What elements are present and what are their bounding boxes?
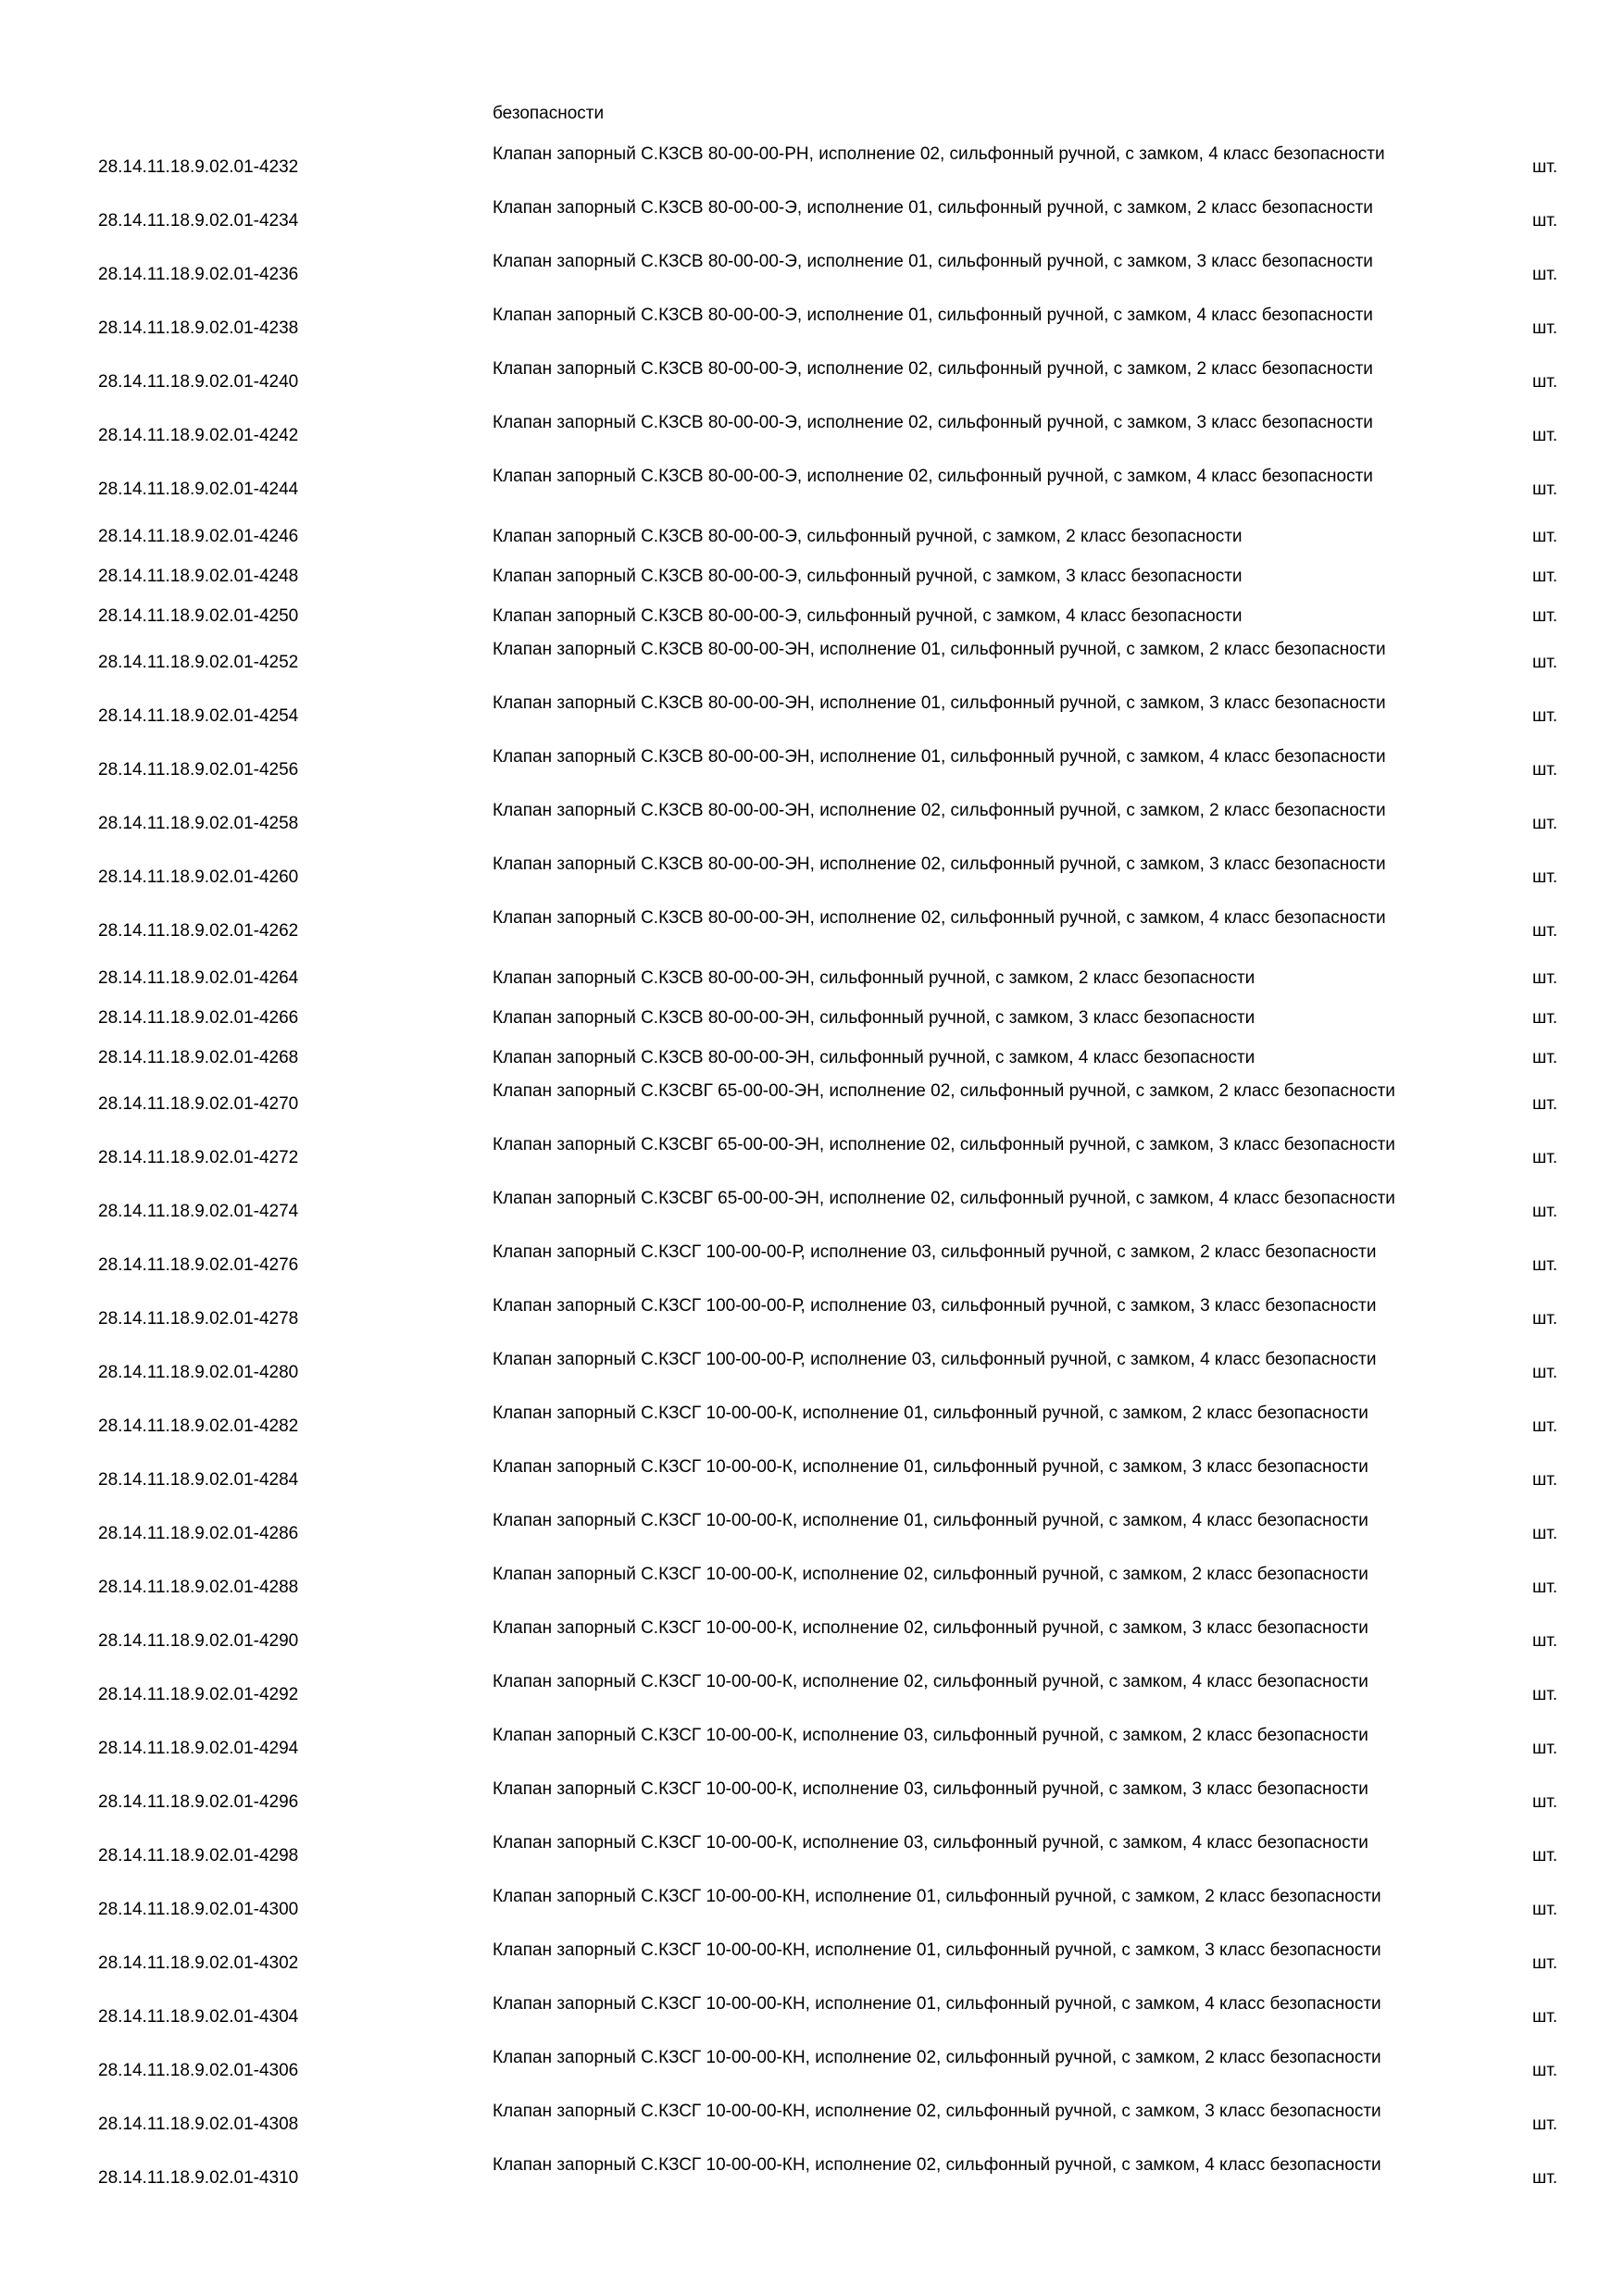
table-row [0, 1561, 1624, 1615]
row-unit: шт. [1532, 372, 1558, 392]
row-unit: шт. [1532, 1416, 1558, 1436]
table-row [0, 556, 1624, 596]
row-code: 28.14.11.18.9.02.01-4254 [98, 706, 299, 726]
row-code: 28.14.11.18.9.02.01-4270 [98, 1094, 299, 1114]
row-code: 28.14.11.18.9.02.01-4286 [98, 1524, 299, 1543]
row-code: 28.14.11.18.9.02.01-4250 [98, 606, 299, 626]
row-unit: шт. [1532, 1255, 1558, 1275]
row-name: Клапан запорный С.КЗСГ 100-00-00-Р, исполнение 03, сильфонный ручной, с замком, 3 класс безопасности [493, 1296, 1377, 1316]
row-unit: шт. [1532, 653, 1558, 672]
row-name: Клапан запорный С.КЗСВГ 65-00-00-ЭН, исполнение 02, сильфонный ручной, с замком, 4 класс безопасности [493, 1189, 1395, 1208]
row-unit: шт. [1532, 1202, 1558, 1221]
table-row [0, 690, 1624, 743]
row-code: 28.14.11.18.9.02.01-4296 [98, 1792, 299, 1812]
row-name: Клапан запорный С.КЗСВ 80-00-00-ЭН, исполнение 01, сильфонный ручной, с замком, 4 класс безопасности [493, 747, 1386, 767]
row-name: Клапан запорный С.КЗСВГ 65-00-00-ЭН, исполнение 02, сильфонный ручной, с замком, 2 класс безопасности [493, 1081, 1395, 1101]
table-row [0, 463, 1624, 517]
table-row [0, 1829, 1624, 1883]
row-name: Клапан запорный С.КЗСГ 10-00-00-К, исполнение 02, сильфонный ручной, с замком, 4 класс безопасности [493, 1672, 1368, 1691]
row-unit: шт. [1532, 426, 1558, 445]
table-row [0, 1668, 1624, 1722]
row-name: Клапан запорный С.КЗСВ 80-00-00-ЭН, сильфонный ручной, с замком, 3 класс безопасности [493, 1008, 1255, 1028]
table-row [0, 743, 1624, 797]
row-name: Клапан запорный С.КЗСВ 80-00-00-Э, сильфонный ручной, с замком, 3 класс безопасности [493, 567, 1243, 586]
row-code: 28.14.11.18.9.02.01-4258 [98, 814, 299, 833]
row-code: 28.14.11.18.9.02.01-4302 [98, 1953, 299, 1973]
row-name: Клапан запорный С.КЗСВ 80-00-00-Э, сильфонный ручной, с замком, 4 класс безопасности [493, 606, 1243, 626]
row-name: Клапан запорный С.КЗСГ 10-00-00-К, исполнение 01, сильфонный ручной, с замком, 4 класс безопасности [493, 1511, 1368, 1530]
row-code: 28.14.11.18.9.02.01-4308 [98, 2115, 299, 2134]
row-unit: шт. [1532, 760, 1558, 780]
row-name: Клапан запорный С.КЗСВ 80-00-00-Э, исполнение 02, сильфонный ручной, с замком, 4 класс безопасности [493, 467, 1373, 486]
table-row [0, 1454, 1624, 1507]
row-code: 28.14.11.18.9.02.01-4304 [98, 2007, 299, 2027]
table-row [0, 958, 1624, 998]
row-name: Клапан запорный С.КЗСГ 100-00-00-Р, исполнение 03, сильфонный ручной, с замком, 4 класс безопасности [493, 1350, 1377, 1369]
row-name: Клапан запорный С.КЗСГ 10-00-00-К, исполнение 01, сильфонный ручной, с замком, 2 класс безопасности [493, 1404, 1368, 1423]
table-row [0, 998, 1624, 1038]
row-code: 28.14.11.18.9.02.01-4262 [98, 921, 299, 941]
row-code: 28.14.11.18.9.02.01-4290 [98, 1631, 299, 1651]
row-code: 28.14.11.18.9.02.01-4252 [98, 653, 299, 672]
table-row [0, 851, 1624, 905]
row-name: Клапан запорный С.КЗСВ 80-00-00-ЭН, исполнение 02, сильфонный ручной, с замком, 3 класс безопасности [493, 855, 1386, 874]
row-name: Клапан запорный С.КЗСВ 80-00-00-РН, исполнение 02, сильфонный ручной, с замком, 4 класс безопасности [493, 144, 1385, 164]
table-row [0, 1185, 1624, 1239]
row-unit: шт. [1532, 1008, 1558, 1028]
row-code: 28.14.11.18.9.02.01-4264 [98, 968, 299, 988]
row-unit: шт. [1532, 1309, 1558, 1329]
row-name: Клапан запорный С.КЗСВ 80-00-00-ЭН, исполнение 02, сильфонный ручной, с замком, 2 класс безопасности [493, 801, 1386, 820]
row-name: Клапан запорный С.КЗСВ 80-00-00-ЭН, сильфонный ручной, с замком, 2 класс безопасности [493, 968, 1255, 988]
row-unit: шт. [1532, 157, 1558, 177]
row-unit: шт. [1532, 1685, 1558, 1704]
table-row [0, 1346, 1624, 1400]
row-unit: шт. [1532, 2115, 1558, 2134]
row-unit: шт. [1532, 1900, 1558, 1919]
row-name: Клапан запорный С.КЗСВ 80-00-00-Э, исполнение 01, сильфонный ручной, с замком, 2 класс безопасности [493, 198, 1373, 218]
table-row [0, 1990, 1624, 2044]
row-code: 28.14.11.18.9.02.01-4298 [98, 1846, 299, 1866]
table-row [0, 1883, 1624, 1937]
row-unit: шт. [1532, 606, 1558, 626]
row-unit: шт. [1532, 1470, 1558, 1490]
row-code: 28.14.11.18.9.02.01-4280 [98, 1363, 299, 1382]
row-unit: шт. [1532, 1048, 1558, 1067]
row-code: 28.14.11.18.9.02.01-4256 [98, 760, 299, 780]
row-name: Клапан запорный С.КЗСВ 80-00-00-ЭН, сильфонный ручной, с замком, 4 класс безопасности [493, 1048, 1255, 1067]
row-code: 28.14.11.18.9.02.01-4232 [98, 157, 299, 177]
table-row [0, 248, 1624, 302]
row-name: Клапан запорный С.КЗСГ 10-00-00-КН, исполнение 02, сильфонный ручной, с замком, 3 класс безопасности [493, 2102, 1381, 2121]
row-code: 28.14.11.18.9.02.01-4238 [98, 318, 299, 338]
row-name: Клапан запорный С.КЗСГ 10-00-00-КН, исполнение 02, сильфонный ручной, с замком, 2 класс безопасности [493, 2048, 1381, 2067]
row-unit: шт. [1532, 1363, 1558, 1382]
row-code: 28.14.11.18.9.02.01-4292 [98, 1685, 299, 1704]
row-name: Клапан запорный С.КЗСГ 10-00-00-КН, исполнение 02, сильфонный ручной, с замком, 4 класс безопасности [493, 2155, 1381, 2175]
row-name: Клапан запорный С.КЗСГ 10-00-00-К, исполнение 03, сильфонный ручной, с замком, 2 класс безопасности [493, 1726, 1368, 1745]
row-name: Клапан запорный С.КЗСВ 80-00-00-ЭН, исполнение 01, сильфонный ручной, с замком, 3 класс безопасности [493, 693, 1386, 713]
table-row [0, 797, 1624, 851]
table-row [0, 1615, 1624, 1668]
row-code: 28.14.11.18.9.02.01-4300 [98, 1900, 299, 1919]
row-code: 28.14.11.18.9.02.01-4240 [98, 372, 299, 392]
row-unit: шт. [1532, 567, 1558, 586]
row-unit: шт. [1532, 480, 1558, 499]
table-row [0, 1937, 1624, 1990]
row-unit: шт. [1532, 1578, 1558, 1597]
table-row [0, 1722, 1624, 1776]
row-name: Клапан запорный С.КЗСВ 80-00-00-ЭН, исполнение 01, сильфонный ручной, с замком, 2 класс безопасности [493, 640, 1386, 659]
row-name: Клапан запорный С.КЗСВ 80-00-00-Э, исполнение 02, сильфонный ручной, с замком, 3 класс безопасности [493, 413, 1373, 432]
row-unit: шт. [1532, 527, 1558, 546]
row-name: Клапан запорный С.КЗСГ 100-00-00-Р, исполнение 03, сильфонный ручной, с замком, 2 класс безопасности [493, 1242, 1377, 1262]
row-unit: шт. [1532, 867, 1558, 887]
row-name: Клапан запорный С.КЗСГ 10-00-00-К, исполнение 03, сильфонный ручной, с замком, 4 класс безопасности [493, 1833, 1368, 1853]
table-row [0, 1776, 1624, 1829]
row-unit: шт. [1532, 921, 1558, 941]
row-code: 28.14.11.18.9.02.01-4306 [98, 2061, 299, 2080]
row-name: Клапан запорный С.КЗСВ 80-00-00-Э, исполнение 01, сильфонный ручной, с замком, 3 класс безопасности [493, 252, 1373, 271]
row-unit: шт. [1532, 1094, 1558, 1114]
row-unit: шт. [1532, 968, 1558, 988]
table-row [0, 1292, 1624, 1346]
row-unit: шт. [1532, 706, 1558, 726]
row-unit: шт. [1532, 1792, 1558, 1812]
table-row [0, 905, 1624, 958]
row-unit: шт. [1532, 1739, 1558, 1758]
table-row [0, 2044, 1624, 2098]
continued-text: безопасности [493, 104, 605, 123]
row-name: Клапан запорный С.КЗСГ 10-00-00-К, исполнение 02, сильфонный ручной, с замком, 2 класс безопасности [493, 1565, 1368, 1584]
row-code: 28.14.11.18.9.02.01-4284 [98, 1470, 299, 1490]
row-name: Клапан запорный С.КЗСВ 80-00-00-Э, сильфонный ручной, с замком, 2 класс безопасности [493, 527, 1243, 546]
row-name: Клапан запорный С.КЗСВ 80-00-00-Э, исполнение 01, сильфонный ручной, с замком, 4 класс безопасности [493, 306, 1373, 325]
table-row [0, 1507, 1624, 1561]
table-row [0, 1239, 1624, 1292]
table-row [0, 2152, 1624, 2205]
row-name: Клапан запорный С.КЗСГ 10-00-00-КН, исполнение 01, сильфонный ручной, с замком, 4 класс безопасности [493, 1994, 1381, 2014]
row-name: Клапан запорный С.КЗСГ 10-00-00-К, исполнение 01, сильфонный ручной, с замком, 3 класс безопасности [493, 1457, 1368, 1477]
table-row [0, 1078, 1624, 1131]
table-row [0, 596, 1624, 636]
row-name: Клапан запорный С.КЗСГ 10-00-00-КН, исполнение 01, сильфонный ручной, с замком, 3 класс безопасности [493, 1940, 1381, 1960]
row-code: 28.14.11.18.9.02.01-4236 [98, 265, 299, 284]
row-code: 28.14.11.18.9.02.01-4288 [98, 1578, 299, 1597]
row-name: Клапан запорный С.КЗСВ 80-00-00-Э, исполнение 02, сильфонный ручной, с замком, 2 класс безопасности [493, 359, 1373, 379]
row-code: 28.14.11.18.9.02.01-4278 [98, 1309, 299, 1329]
row-code: 28.14.11.18.9.02.01-4234 [98, 211, 299, 231]
row-unit: шт. [1532, 1631, 1558, 1651]
table-row [0, 356, 1624, 409]
table-row [0, 517, 1624, 556]
row-unit: шт. [1532, 318, 1558, 338]
table-row [0, 636, 1624, 690]
row-code: 28.14.11.18.9.02.01-4260 [98, 867, 299, 887]
row-unit: шт. [1532, 814, 1558, 833]
row-unit: шт. [1532, 2168, 1558, 2188]
row-name: Клапан запорный С.КЗСГ 10-00-00-К, исполнение 02, сильфонный ручной, с замком, 3 класс безопасности [493, 1618, 1368, 1638]
row-unit: шт. [1532, 211, 1558, 231]
row-code: 28.14.11.18.9.02.01-4294 [98, 1739, 299, 1758]
row-unit: шт. [1532, 2061, 1558, 2080]
table-row [0, 194, 1624, 248]
row-name: Клапан запорный С.КЗСГ 10-00-00-КН, исполнение 01, сильфонный ручной, с замком, 2 класс безопасности [493, 1887, 1381, 1906]
row-code: 28.14.11.18.9.02.01-4310 [98, 2168, 299, 2188]
row-name: Клапан запорный С.КЗСВ 80-00-00-ЭН, исполнение 02, сильфонный ручной, с замком, 4 класс безопасности [493, 908, 1386, 928]
row-unit: шт. [1532, 265, 1558, 284]
table-row [0, 1131, 1624, 1185]
row-code: 28.14.11.18.9.02.01-4248 [98, 567, 299, 586]
row-code: 28.14.11.18.9.02.01-4242 [98, 426, 299, 445]
row-unit: шт. [1532, 1953, 1558, 1973]
row-unit: шт. [1532, 2007, 1558, 2027]
row-name: Клапан запорный С.КЗСВГ 65-00-00-ЭН, исполнение 02, сильфонный ручной, с замком, 3 класс безопасности [493, 1135, 1395, 1154]
row-code: 28.14.11.18.9.02.01-4272 [98, 1148, 299, 1167]
row-code: 28.14.11.18.9.02.01-4268 [98, 1048, 299, 1067]
table-row [0, 1400, 1624, 1454]
table-row [0, 409, 1624, 463]
table-row [0, 302, 1624, 356]
table-row [0, 2098, 1624, 2152]
row-code: 28.14.11.18.9.02.01-4266 [98, 1008, 299, 1028]
row-name: Клапан запорный С.КЗСГ 10-00-00-К, исполнение 03, сильфонный ручной, с замком, 3 класс безопасности [493, 1779, 1368, 1799]
row-unit: шт. [1532, 1148, 1558, 1167]
row-unit: шт. [1532, 1524, 1558, 1543]
table-row [0, 1038, 1624, 1078]
row-code: 28.14.11.18.9.02.01-4276 [98, 1255, 299, 1275]
table-row [0, 141, 1624, 194]
row-unit: шт. [1532, 1846, 1558, 1866]
row-code: 28.14.11.18.9.02.01-4244 [98, 480, 299, 499]
row-code: 28.14.11.18.9.02.01-4246 [98, 527, 299, 546]
row-code: 28.14.11.18.9.02.01-4282 [98, 1416, 299, 1436]
row-code: 28.14.11.18.9.02.01-4274 [98, 1202, 299, 1221]
